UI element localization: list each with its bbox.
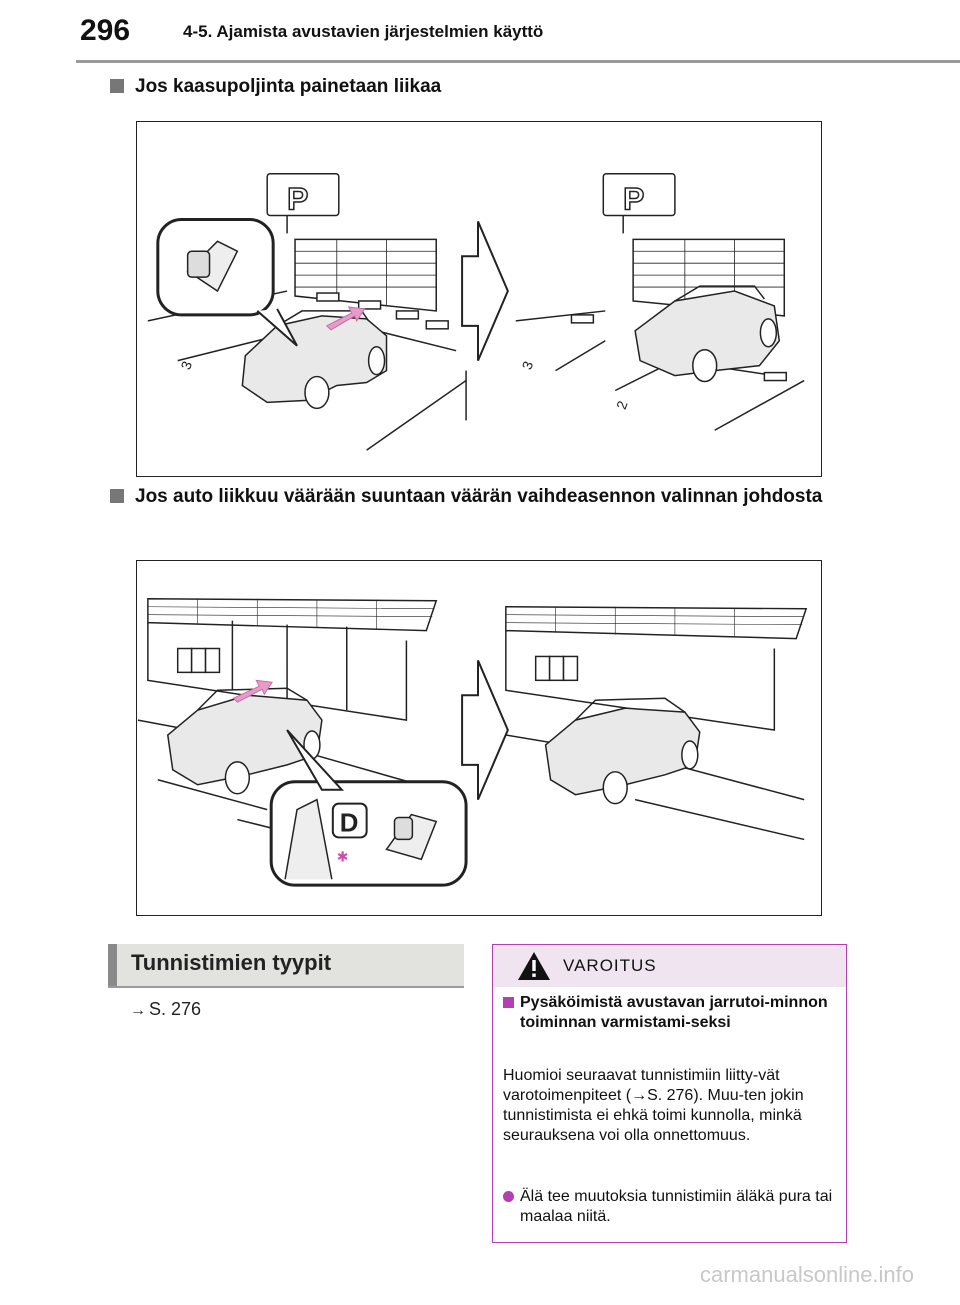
parking-sign-p-right: P bbox=[623, 180, 645, 217]
heading-accelerator bbox=[110, 70, 850, 104]
warning-subheading bbox=[503, 993, 833, 1033]
page-reference[interactable] bbox=[130, 999, 201, 1020]
parking-sign-p-left: P bbox=[287, 180, 309, 217]
sensor-types-title: Tunnistimien tyypit bbox=[131, 950, 332, 975]
gear-letter-d: D bbox=[339, 809, 359, 838]
space-number-right-b: 2 bbox=[612, 398, 631, 412]
figure-accelerator-illustration bbox=[136, 121, 822, 477]
space-number-right-a: 3 bbox=[518, 358, 537, 372]
watermark: carmanualsonline.info bbox=[700, 1262, 915, 1287]
space-number-left: 3 bbox=[177, 358, 196, 372]
warning-body: Huomioi seuraavat tunnistimiin liitty-vät varotoimenpiteet (→S. 276). Muu-ten jokin tunnistimista ei ehkä toimi kunnolla, minkä seurauksena voi olla onnettomuus. bbox=[503, 1067, 804, 1144]
square-bullet-icon bbox=[110, 489, 124, 503]
section-title: 4-5. Ajamista avustavien järjestelmien käyttö bbox=[183, 22, 544, 41]
arrow-right-icon: → bbox=[130, 1002, 146, 1019]
warning-bullet-text: Älä tee muutoksia tunnistimiin äläkä pura tai maalaa niitä. bbox=[520, 1188, 833, 1225]
sensor-types-rule bbox=[108, 986, 464, 988]
square-bullet-icon bbox=[503, 997, 514, 1008]
heading-accelerator-text: Jos kaasupoljinta painetaan liikaa bbox=[135, 76, 442, 97]
circle-bullet-icon bbox=[503, 1191, 514, 1202]
heading-wrong-direction bbox=[110, 480, 850, 514]
warning-bullet bbox=[503, 1187, 833, 1227]
warning-triangle-icon bbox=[517, 951, 551, 981]
spark-icon: ✱ bbox=[336, 849, 349, 866]
page-number: 296 bbox=[80, 14, 131, 47]
sensor-types-box bbox=[108, 944, 464, 988]
heading-wrong-direction-text: Jos auto liikkuu väärään suuntaan väärän vaihdeasennon valinnan johdosta bbox=[135, 486, 823, 507]
warning-subheading-text: Pysäköimistä avustavan jarrutoi-minnon toiminnan varmistami-seksi bbox=[520, 994, 828, 1031]
page-reference-text: S. 276 bbox=[149, 999, 202, 1019]
figure-gear-illustration bbox=[136, 560, 822, 916]
warning-header bbox=[493, 945, 846, 987]
warning-title: VAROITUS bbox=[563, 956, 657, 975]
warning-box bbox=[492, 944, 847, 1243]
header-rule bbox=[76, 60, 960, 63]
square-bullet-icon bbox=[110, 79, 124, 93]
